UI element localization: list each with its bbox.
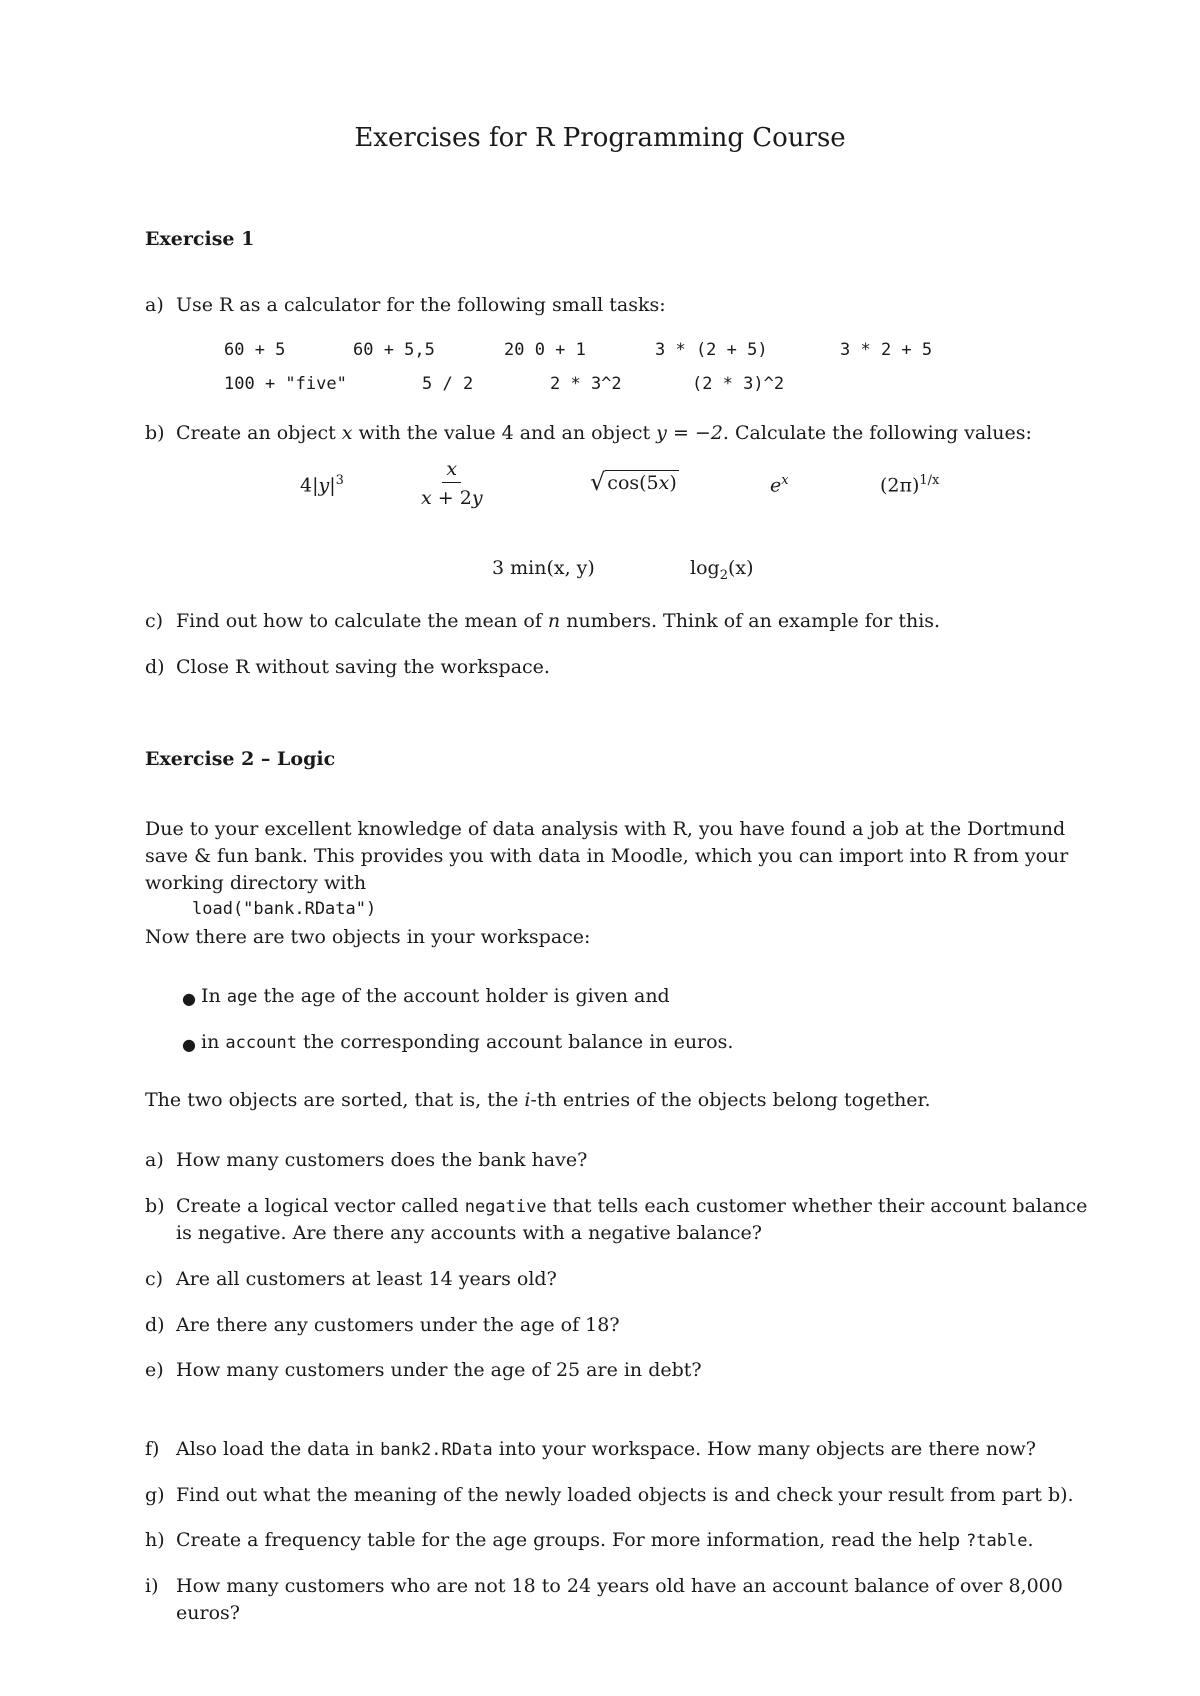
ex2-e-label: e) xyxy=(145,1359,164,1381)
ex2-h-label: h) xyxy=(145,1529,165,1551)
ex2-i-label: i) xyxy=(145,1575,159,1597)
ex2-c-text: Are all customers at least 14 years old? xyxy=(176,1268,557,1290)
ex2-now-text: Now there are two objects in your workspace: xyxy=(145,926,591,948)
ex2-b-text-line2: is negative. Are there any accounts with a negative balance? xyxy=(176,1222,762,1244)
ex2-sorted-text xyxy=(145,1089,931,1111)
ex2-a-label: a) xyxy=(145,1149,164,1171)
formula-3-min: 3 min(x, y) xyxy=(492,557,595,579)
text-segment: with the value 4 and an object xyxy=(352,422,657,444)
code-account: account xyxy=(225,1033,298,1053)
calc-expr: (2 * 3)^2 xyxy=(692,374,785,394)
exponent: x xyxy=(781,473,789,488)
ex1-c-label: c) xyxy=(145,610,164,632)
ex1-c-text xyxy=(176,610,940,632)
text-segment: into your workspace. How many objects are there now? xyxy=(492,1438,1036,1460)
text-segment: numbers. Think of an example for this. xyxy=(560,610,941,632)
var-e: e xyxy=(770,474,782,497)
ex1-a-text: Use R as a calculator for the following small tasks: xyxy=(176,294,666,316)
text-segment: ) xyxy=(669,472,677,494)
var-x: x xyxy=(658,472,670,494)
ex2-g-label: g) xyxy=(145,1484,165,1506)
text-segment: cos(5 xyxy=(607,472,659,494)
calc-expr: 3 * 2 + 5 xyxy=(840,340,933,360)
text-segment: . Calculate the following values: xyxy=(722,422,1032,444)
ex1-b-text xyxy=(176,422,1032,444)
formula-2pi-root xyxy=(880,473,939,496)
text-segment: Find out how to calculate the mean of xyxy=(176,610,548,632)
var-y: y xyxy=(471,487,483,509)
ex1-a-label: a) xyxy=(145,294,164,316)
load-code: load("bank.RData") xyxy=(192,899,377,919)
text-segment: Create a frequency table for the age groups. For more information, read the help xyxy=(176,1529,967,1551)
bullet-icon: ● xyxy=(182,989,196,1008)
var-n: n xyxy=(547,610,561,632)
ex2-f-text xyxy=(176,1438,1036,1460)
var-x: x xyxy=(446,458,458,480)
text-segment: . xyxy=(1027,1529,1034,1551)
equation-y: y = −2 xyxy=(656,422,723,444)
ex2-i-text-line2: euros? xyxy=(176,1602,240,1624)
text-segment: in xyxy=(201,1031,226,1053)
calc-expr: 20 0 + 1 xyxy=(504,340,586,360)
calc-expr: 60 + 5,5 xyxy=(353,340,435,360)
exercise-2-heading: Exercise 2 – Logic xyxy=(145,748,336,770)
exponent: 3 xyxy=(335,473,344,488)
formula-fraction xyxy=(421,458,483,509)
text-segment: (2π) xyxy=(880,474,920,497)
code-age: age xyxy=(226,987,258,1007)
text-segment: + 2 xyxy=(431,487,472,509)
ex2-c-label: c) xyxy=(145,1268,164,1290)
calc-expr: 2 * 3^2 xyxy=(550,374,622,394)
text-segment: (x) xyxy=(727,557,754,579)
text-segment: -th entries of the objects belong together. xyxy=(530,1089,931,1111)
ex2-a-text: How many customers does the bank have? xyxy=(176,1149,588,1171)
text-segment: The two objects are sorted, that is, the xyxy=(145,1089,525,1111)
bullet-account xyxy=(201,1031,733,1053)
ex1-d-label: d) xyxy=(145,656,165,678)
page-title: Exercises for R Programming Course xyxy=(354,123,846,153)
code-table: ?table xyxy=(966,1531,1028,1551)
ex1-d-text: Close R without saving the workspace. xyxy=(176,656,550,678)
subscript: 2 xyxy=(719,567,728,583)
calc-expr: 3 * (2 + 5) xyxy=(655,340,768,360)
exponent: 1/x xyxy=(919,473,940,488)
bullet-icon: ● xyxy=(182,1035,196,1054)
formula-exp-x xyxy=(770,473,789,496)
var-x: x xyxy=(341,422,353,444)
ex2-d-text: Are there any customers under the age of 18? xyxy=(176,1314,620,1336)
text-segment: 4 xyxy=(300,474,313,497)
var-i: i xyxy=(524,1089,531,1111)
ex2-e-text: How many customers under the age of 25 are in debt? xyxy=(176,1359,702,1381)
text-segment: the corresponding account balance in euros. xyxy=(297,1031,734,1053)
formula-4-abs-y-cubed: $4|y|^3$ xyxy=(300,473,344,497)
ex2-d-label: d) xyxy=(145,1314,165,1336)
calc-expr: 60 + 5 xyxy=(224,340,286,360)
ex2-i-text: How many customers who are not 18 to 24 years old have an account balance of over 8,000 xyxy=(176,1575,1063,1597)
text-segment: that tells each customer whether their account balance xyxy=(546,1195,1088,1217)
var-y: y xyxy=(318,474,330,497)
ex1-b-label: b) xyxy=(145,422,165,444)
code-negative: negative xyxy=(464,1197,547,1217)
var-x: x xyxy=(421,487,432,509)
ex2-b-label: b) xyxy=(145,1195,165,1217)
formula-sqrt-cos: √ cos(5x) xyxy=(590,468,677,496)
ex2-f-label: f) xyxy=(145,1438,160,1460)
formula-log2 xyxy=(690,557,754,583)
ex2-h-text xyxy=(176,1529,1034,1551)
calc-expr: 100 + "five" xyxy=(224,374,347,394)
calc-expr: 5 / 2 xyxy=(422,374,474,394)
ex2-intro: Due to your excellent knowledge of data analysis with R, you have found a job at the Dortmund save & fun bank. This provides you with data in Moodle, which you can import into R from your working directory with xyxy=(145,818,1069,894)
text-segment: Create a logical vector called xyxy=(176,1195,465,1217)
ex2-g-text: Find out what the meaning of the newly loaded objects is and check your result from part b). xyxy=(176,1484,1074,1506)
text-segment: Create an object xyxy=(176,422,342,444)
exercise-1-heading: Exercise 1 xyxy=(145,228,255,250)
bullet-age xyxy=(201,985,670,1007)
text-segment: the age of the account holder is given and xyxy=(257,985,670,1007)
code-bank2: bank2.RData xyxy=(380,1440,493,1460)
ex2-b-text xyxy=(176,1195,1087,1217)
text-segment: In xyxy=(201,985,227,1007)
text-segment: Also load the data in xyxy=(176,1438,381,1460)
text-segment: log xyxy=(690,557,720,579)
